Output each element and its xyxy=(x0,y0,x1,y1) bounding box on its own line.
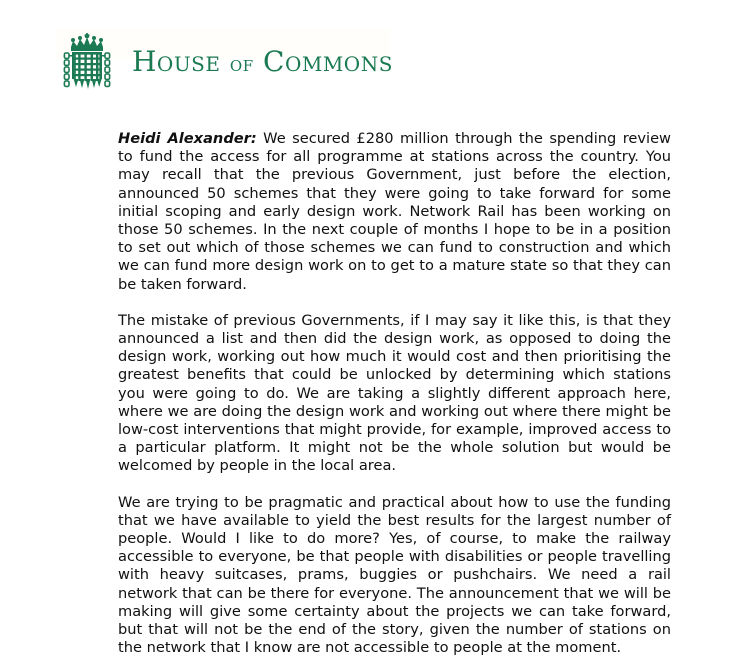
wordmark-commons: Commons xyxy=(263,45,393,78)
page-header xyxy=(0,0,755,110)
portcullis-crowned-emblem-icon xyxy=(58,33,116,93)
wordmark-of: of xyxy=(229,52,254,76)
brand-lockup xyxy=(58,33,393,93)
transcript-paragraph xyxy=(118,130,671,294)
transcript-paragraph: We are trying to be pragmatic and practical about how to use the funding that we have available to yield the best results for the largest number of people. Would I like to do more? Yes, of course, to make the railway accessible to everyone, be that people with disabilities or people travelling with heavy suitcases, prams, buggies or pushchairs. We need a rail network that can be there for everyone. The announcement that we will be making will give some certainty about the projects we can take forward, but that will not be the end of the story, given the number of stations on the network that I know are not accessible to people at the moment. xyxy=(118,493,671,657)
transcript-body xyxy=(118,130,671,657)
speaker-name: Heidi Alexander: xyxy=(118,130,257,147)
house-of-commons-wordmark xyxy=(132,47,393,79)
transcript-paragraph: The mistake of previous Governments, if I may say it like this, is that they announced a list and then did the design work, as opposed to doing the design work, working out how much it would cost and then prioritising the greatest benefits that could be unlocked by determining which stations you were going to do. We are taking a slightly different approach here, where we are doing the design work and working out where there might be low-cost interventions that might provide, for example, improved access to a particular platform. It might not be the whole solution but would be welcomed by people in the local area. xyxy=(118,311,671,475)
paragraph-text: We secured £280 million through the spending review to fund the access for all programme at stations across the country. You may recall that the previous Government, just before the election, announced 50 schemes that they were going to take forward for some initial scoping and early design work. Network Rail has been working on those 50 schemes. In the next couple of months I hope to be in a position to set out which of those schemes we can fund to construction and which we can fund more design work on to get to a mature state so that they can be taken forward. xyxy=(118,130,671,293)
wordmark-house: House xyxy=(132,45,221,78)
